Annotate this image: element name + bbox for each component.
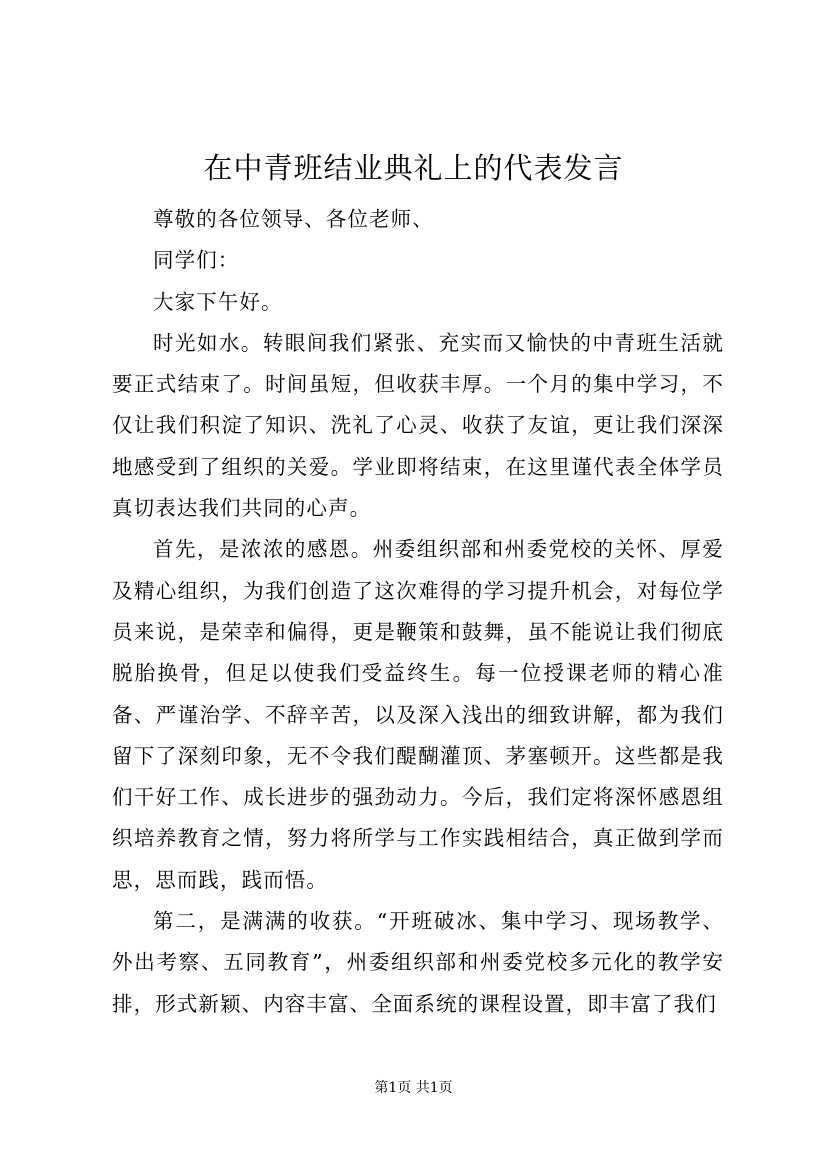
page-footer: 第1页 共1页 [374,1080,453,1096]
greeting-line-1: 尊敬的各位领导、各位老师、 [153,207,434,231]
paragraph-1: 时光如水。转眼间我们紧张、充实而又愉快的中青班生活就要正式结束了。时间虽短，但收获丰厚。一个月的集中学习，不仅让我们积淀了知识、洗礼了心灵、收获了友谊，更让我们深深地感受到了组织的关爱。学业即将结束，在这里谨代表全体学员真切表达我们共同的心声。 [112,330,724,521]
greeting-line-3: 大家下午好。 [153,289,283,314]
paragraph-3: 第二，是满满的收获。“开班破冰、集中学习、现场教学、外出考察、五同教育”，州委组织部和州委党校多元化的教学安排，形式新颖、内容丰富、全面系统的课程设置，即丰富了我们 [112,909,724,1016]
paragraph-2: 首先，是浓浓的感恩。州委组织部和州委党校的关怀、厚爱及精心组织，为我们创造了这次难得的学习提升机会，对每位学员来说，是荣幸和偏得，更是鞭策和鼓舞，虽不能说让我们彻底脱胎换骨，但足以使我们受益终生。每一位授课老师的精心准备、严谨治学、不辞辛苦，以及深入浅出的细致讲解，都为我们留下了深刻印象，无不令我们醍醐灌顶、茅塞顿开。这些都是我们干好工作、成长进步的强劲动力。今后，我们定将深怀感恩组织培养教育之情，努力将所学与工作实践相结合，真正做到学而思，思而践，践而悟。 [112,537,724,892]
document-title: 在中青班结业典礼上的代表发言 [203,151,624,185]
greeting-line-2: 同学们： [153,248,240,273]
document-body [112,199,724,1025]
